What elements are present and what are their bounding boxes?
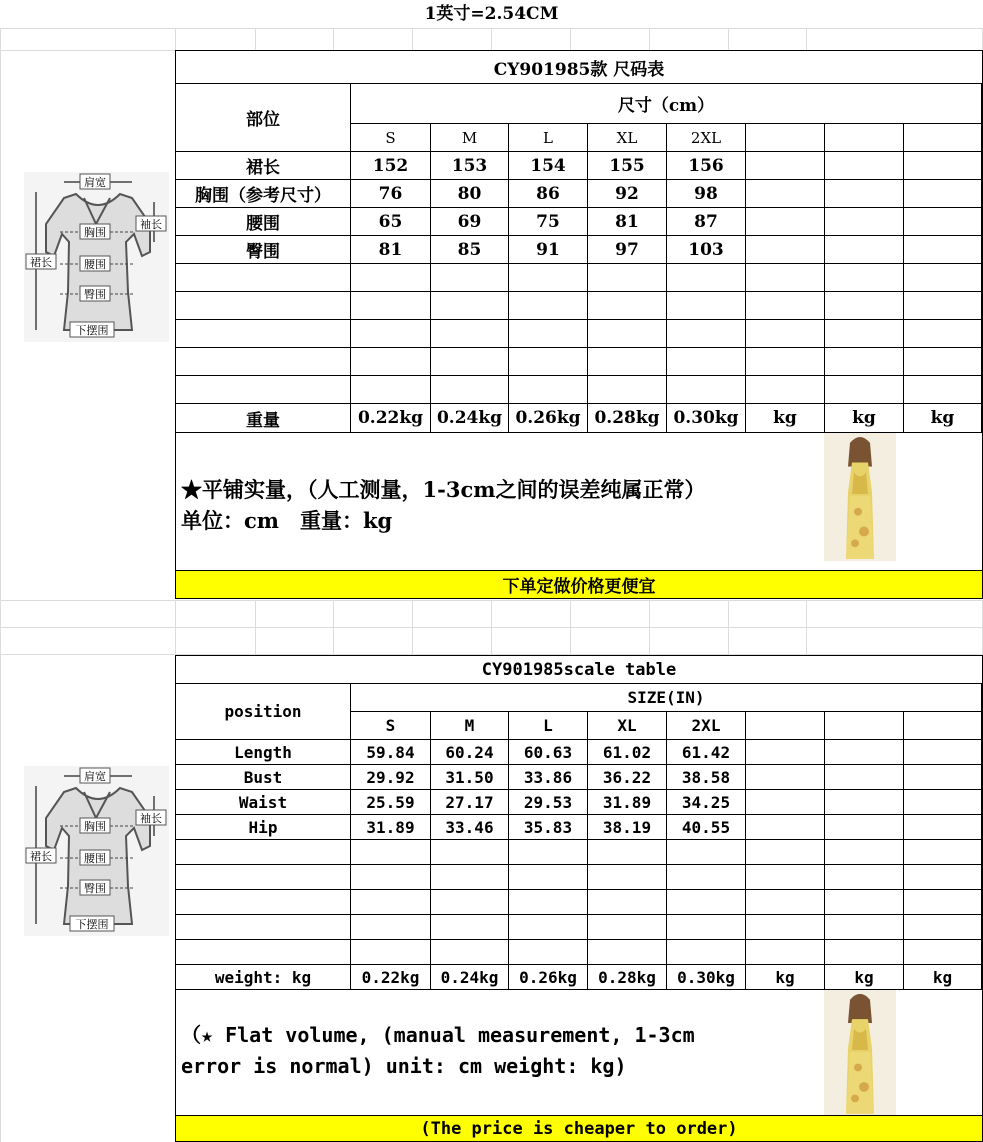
table-cell: 61.42 <box>667 740 746 765</box>
weight-cell: 0.28kg <box>588 965 667 990</box>
diagram-label-hem: 下摆围 <box>75 324 109 337</box>
table-cell <box>904 890 982 915</box>
table-cell: 97 <box>588 236 667 264</box>
size-chart-cn <box>175 50 983 599</box>
chart-title-en: CY901985scale table <box>176 656 982 684</box>
row-label: Bust <box>176 765 351 790</box>
table-cell: 156 <box>667 152 746 180</box>
row-label <box>176 865 351 890</box>
grid-line <box>649 28 650 50</box>
grid-line <box>412 28 413 50</box>
weight-cell: kg <box>904 404 982 433</box>
diagram-label-bust: 胸围 <box>84 820 106 833</box>
table-cell: 29.53 <box>509 790 588 815</box>
table-cell <box>509 890 588 915</box>
table-cell <box>746 740 825 765</box>
table-cell <box>588 292 667 320</box>
table-cell: 40.55 <box>667 815 746 840</box>
size-col-header: M <box>431 124 509 152</box>
table-cell <box>351 865 431 890</box>
table-cell <box>746 292 825 320</box>
table-cell <box>904 152 982 180</box>
row-label <box>176 890 351 915</box>
diagram-label-shoulder: 肩宽 <box>84 176 106 189</box>
row-label: Hip <box>176 815 351 840</box>
table-cell <box>904 264 982 292</box>
table-cell: 33.86 <box>509 765 588 790</box>
table-cell <box>825 292 904 320</box>
table-cell <box>825 865 904 890</box>
table-cell <box>667 348 746 376</box>
weight-cell: kg <box>746 404 825 433</box>
diagram-label-waist: 腰围 <box>84 258 106 271</box>
table-cell <box>667 264 746 292</box>
table-cell <box>904 320 982 348</box>
size-col-header: XL <box>588 712 667 740</box>
table-cell <box>431 915 509 940</box>
row-label: 裙长 <box>176 152 351 180</box>
table-cell <box>825 840 904 865</box>
table-cell: 25.59 <box>351 790 431 815</box>
grid-line <box>175 600 176 655</box>
table-cell: 60.24 <box>431 740 509 765</box>
table-cell: 98 <box>667 180 746 208</box>
diagram-label-hip: 臀围 <box>84 882 106 895</box>
table-cell <box>904 840 982 865</box>
diagram-label-length: 裙长 <box>30 256 52 269</box>
table-cell: 29.92 <box>351 765 431 790</box>
table-cell <box>509 320 588 348</box>
grid-line <box>491 600 492 655</box>
weight-cell: kg <box>825 965 904 990</box>
row-label: 臀围 <box>176 236 351 264</box>
note-line-1: ★平铺实量，（人工测量，1-3cm之间的误差纯属正常） <box>181 477 706 502</box>
note-line-2: 单位：cm 重量：kg <box>181 508 393 533</box>
table-cell: 85 <box>431 236 509 264</box>
table-cell <box>509 264 588 292</box>
table-cell <box>431 348 509 376</box>
table-cell <box>588 915 667 940</box>
table-cell <box>351 292 431 320</box>
table-cell <box>746 765 825 790</box>
table-cell: 31.89 <box>588 790 667 815</box>
size-col-header <box>825 124 904 152</box>
table-cell <box>904 865 982 890</box>
row-label <box>176 292 351 320</box>
diagram-label-shoulder: 肩宽 <box>84 770 106 783</box>
table-cell: 61.02 <box>588 740 667 765</box>
weight-cell: 0.22kg <box>351 965 431 990</box>
table-cell <box>825 940 904 965</box>
table-cell <box>825 208 904 236</box>
grid-line <box>491 28 492 50</box>
table-cell <box>746 236 825 264</box>
weight-cell: 0.26kg <box>509 965 588 990</box>
table-cell <box>509 348 588 376</box>
table-cell: 154 <box>509 152 588 180</box>
position-header: position <box>176 684 351 740</box>
table-cell: 65 <box>351 208 431 236</box>
table-cell <box>825 740 904 765</box>
size-col-header <box>825 712 904 740</box>
table-cell: 27.17 <box>431 790 509 815</box>
size-col-header: L <box>509 712 588 740</box>
table-cell <box>431 840 509 865</box>
table-cell <box>667 840 746 865</box>
table-cell <box>588 348 667 376</box>
table-cell: 38.58 <box>667 765 746 790</box>
size-unit-header: 尺寸（cm） <box>351 84 982 124</box>
diagram-label-bust: 胸围 <box>84 226 106 239</box>
weight-cell: 0.24kg <box>431 965 509 990</box>
note-line-1: （★ Flat volume, (manual measurement, 1-3cm <box>181 1023 695 1047</box>
table-cell <box>904 180 982 208</box>
table-cell <box>746 376 825 404</box>
table-cell <box>746 890 825 915</box>
grid-line <box>806 600 807 655</box>
table-cell <box>667 292 746 320</box>
table-cell <box>509 865 588 890</box>
table-cell <box>904 765 982 790</box>
model-photo <box>824 433 896 561</box>
table-cell <box>588 890 667 915</box>
table-cell <box>509 915 588 940</box>
table-cell <box>746 180 825 208</box>
table-cell <box>509 840 588 865</box>
weight-cell: 0.26kg <box>509 404 588 433</box>
weight-label: weight: kg <box>176 965 351 990</box>
table-cell <box>825 376 904 404</box>
table-cell: 59.84 <box>351 740 431 765</box>
grid-line <box>255 600 256 655</box>
table-cell <box>431 376 509 404</box>
diagram-label-hip: 臀围 <box>84 288 106 301</box>
table-cell <box>904 790 982 815</box>
table-cell <box>667 320 746 348</box>
weight-cell: 0.30kg <box>667 965 746 990</box>
note-line-2: error is normal) unit: cm weight: kg) <box>181 1054 627 1078</box>
table-cell: 86 <box>509 180 588 208</box>
size-col-header: M <box>431 712 509 740</box>
size-col-header <box>904 712 982 740</box>
grid-line <box>175 28 176 50</box>
table-cell <box>825 765 904 790</box>
dress-measurement-diagram-en <box>24 766 169 936</box>
size-col-header: S <box>351 124 431 152</box>
table-cell: 80 <box>431 180 509 208</box>
table-cell <box>588 940 667 965</box>
grid-line <box>649 600 650 655</box>
table-cell: 31.50 <box>431 765 509 790</box>
table-cell <box>431 264 509 292</box>
grid-line <box>333 600 334 655</box>
table-cell: 33.46 <box>431 815 509 840</box>
table-cell: 92 <box>588 180 667 208</box>
row-label <box>176 264 351 292</box>
table-cell <box>825 790 904 815</box>
row-label: Waist <box>176 790 351 815</box>
table-cell <box>746 790 825 815</box>
size-chart-en <box>175 655 983 1142</box>
table-cell <box>746 208 825 236</box>
weight-label: 重量 <box>176 404 351 433</box>
table-cell <box>588 376 667 404</box>
table-cell <box>904 236 982 264</box>
table-cell <box>431 940 509 965</box>
table-cell <box>825 815 904 840</box>
table-cell <box>351 940 431 965</box>
table-cell <box>667 940 746 965</box>
table-cell <box>904 740 982 765</box>
table-cell <box>351 264 431 292</box>
model-photo <box>824 990 896 1116</box>
size-col-header: 2XL <box>667 712 746 740</box>
table-cell <box>351 890 431 915</box>
table-cell <box>746 840 825 865</box>
row-label <box>176 940 351 965</box>
table-cell: 38.19 <box>588 815 667 840</box>
table-cell <box>588 264 667 292</box>
row-label: Length <box>176 740 351 765</box>
table-cell <box>588 865 667 890</box>
grid-line <box>570 600 571 655</box>
table-cell <box>351 320 431 348</box>
weight-cell: kg <box>825 404 904 433</box>
table-cell <box>825 320 904 348</box>
table-cell <box>746 865 825 890</box>
diagram-label-sleeve: 袖长 <box>140 218 162 231</box>
table-cell <box>746 915 825 940</box>
table-cell <box>904 208 982 236</box>
size-col-header: XL <box>588 124 667 152</box>
table-cell <box>431 865 509 890</box>
table-cell <box>825 348 904 376</box>
table-cell: 35.83 <box>509 815 588 840</box>
table-cell <box>667 890 746 915</box>
table-cell <box>588 320 667 348</box>
table-cell: 81 <box>351 236 431 264</box>
size-unit-header: SIZE(IN) <box>351 684 982 712</box>
unit-conversion-header: 1英寸=2.54CM <box>424 4 559 24</box>
grid-line <box>412 600 413 655</box>
row-label <box>176 840 351 865</box>
table-cell <box>431 890 509 915</box>
grid-line <box>570 28 571 50</box>
table-cell: 152 <box>351 152 431 180</box>
table-cell <box>904 348 982 376</box>
table-cell: 76 <box>351 180 431 208</box>
weight-cell: kg <box>746 965 825 990</box>
size-col-header <box>746 712 825 740</box>
grid-line <box>333 28 334 50</box>
table-cell <box>904 940 982 965</box>
grid-line <box>0 28 1 1142</box>
table-cell: 60.63 <box>509 740 588 765</box>
grid-line <box>806 28 807 50</box>
promo-banner: (The price is cheaper to order) <box>176 1115 982 1141</box>
table-cell <box>904 815 982 840</box>
table-cell: 75 <box>509 208 588 236</box>
weight-cell: 0.30kg <box>667 404 746 433</box>
table-cell: 91 <box>509 236 588 264</box>
size-col-header: 2XL <box>667 124 746 152</box>
table-cell: 36.22 <box>588 765 667 790</box>
table-cell <box>825 152 904 180</box>
grid-line <box>728 600 729 655</box>
table-cell <box>746 264 825 292</box>
table-cell <box>588 840 667 865</box>
table-cell <box>904 292 982 320</box>
table-cell: 153 <box>431 152 509 180</box>
table-cell <box>509 376 588 404</box>
weight-cell: 0.28kg <box>588 404 667 433</box>
position-header: 部位 <box>176 84 351 152</box>
table-cell <box>825 180 904 208</box>
table-cell: 81 <box>588 208 667 236</box>
table-cell <box>667 376 746 404</box>
table-cell: 87 <box>667 208 746 236</box>
chart-title-cn: CY901985款 尺码表 <box>176 51 982 84</box>
table-cell: 34.25 <box>667 790 746 815</box>
table-cell <box>825 915 904 940</box>
size-col-header: L <box>509 124 588 152</box>
table-cell <box>746 348 825 376</box>
grid-line <box>255 28 256 50</box>
table-cell <box>667 865 746 890</box>
table-cell <box>746 940 825 965</box>
table-cell <box>509 292 588 320</box>
weight-cell: kg <box>904 965 982 990</box>
diagram-label-hem: 下摆围 <box>75 918 109 931</box>
table-cell <box>351 915 431 940</box>
diagram-label-waist: 腰围 <box>84 852 106 865</box>
row-label <box>176 915 351 940</box>
table-cell <box>746 320 825 348</box>
table-cell <box>904 915 982 940</box>
dress-measurement-diagram-cn <box>24 172 169 342</box>
table-cell <box>904 376 982 404</box>
table-cell <box>431 292 509 320</box>
size-col-header <box>904 124 982 152</box>
table-cell: 155 <box>588 152 667 180</box>
table-cell <box>509 940 588 965</box>
grid-line <box>728 28 729 50</box>
diagram-label-length: 裙长 <box>30 850 52 863</box>
weight-cell: 0.24kg <box>431 404 509 433</box>
row-label <box>176 376 351 404</box>
table-cell <box>825 890 904 915</box>
table-cell: 31.89 <box>351 815 431 840</box>
weight-cell: 0.22kg <box>351 404 431 433</box>
table-cell <box>351 376 431 404</box>
table-cell <box>825 236 904 264</box>
table-cell: 103 <box>667 236 746 264</box>
row-label <box>176 348 351 376</box>
table-cell <box>667 915 746 940</box>
diagram-label-sleeve: 袖长 <box>140 812 162 825</box>
size-col-header <box>746 124 825 152</box>
row-label <box>176 320 351 348</box>
size-col-header: S <box>351 712 431 740</box>
table-cell <box>746 815 825 840</box>
table-cell <box>431 320 509 348</box>
promo-banner: 下单定做价格更便宜 <box>176 570 982 598</box>
table-cell <box>825 264 904 292</box>
row-label: 腰围 <box>176 208 351 236</box>
table-cell <box>351 840 431 865</box>
table-cell <box>351 348 431 376</box>
row-label: 胸围（参考尺寸） <box>176 180 351 208</box>
table-cell <box>746 152 825 180</box>
table-cell: 69 <box>431 208 509 236</box>
